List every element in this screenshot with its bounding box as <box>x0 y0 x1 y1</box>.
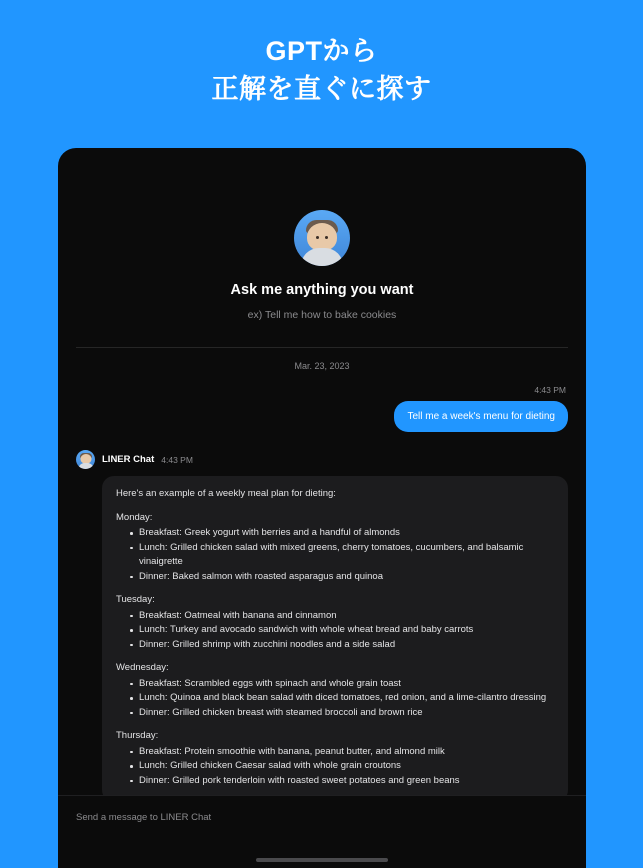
meal-day-block <box>116 729 554 788</box>
message-input[interactable]: Send a message to LINER Chat <box>76 812 212 823</box>
home-indicator <box>256 858 388 862</box>
device-mockup <box>58 148 586 868</box>
bot-message-header <box>76 450 568 469</box>
user-message <box>76 385 568 432</box>
meal-item: Dinner: Grilled chicken breast with steamed broccoli and brown rice <box>130 706 554 721</box>
meal-day-list <box>116 745 554 789</box>
chat-intro <box>58 148 586 321</box>
meal-day-block <box>116 511 554 585</box>
divider <box>58 347 586 348</box>
meal-item: Breakfast: Scrambled eggs with spinach and whole grain toast <box>130 677 554 692</box>
meal-item: Dinner: Grilled pork tenderloin with roasted sweet potatoes and green beans <box>130 774 554 789</box>
meal-day-block <box>116 661 554 720</box>
meal-item: Breakfast: Protein smoothie with banana, peanut butter, and almond milk <box>130 745 554 760</box>
meal-day-list <box>116 677 554 721</box>
meal-item: Lunch: Grilled chicken Caesar salad with whole grain croutons <box>130 759 554 774</box>
meal-item: Breakfast: Oatmeal with banana and cinnamon <box>130 609 554 624</box>
promo-line-2: 正解を直ぐに探す <box>211 74 432 104</box>
bot-name: LINER Chat <box>102 454 155 465</box>
user-message-bubble: Tell me a week's menu for dieting <box>394 401 568 432</box>
meal-item: Lunch: Quinoa and black bean salad with diced tomatoes, red onion, and a lime-cilantro dressing <box>130 691 554 706</box>
bot-message-timestamp: 4:43 PM <box>161 454 193 465</box>
chat-thread[interactable] <box>58 371 586 795</box>
intro-subtitle: ex) Tell me how to bake cookies <box>247 309 397 321</box>
bot-message <box>76 450 568 795</box>
meal-day-block <box>116 593 554 652</box>
meal-item: Dinner: Grilled shrimp with zucchini noodles and a side salad <box>130 638 554 653</box>
meal-day-label: Tuesday: <box>116 594 155 605</box>
promo-headline <box>0 0 643 108</box>
date-separator: Mar. 23, 2023 <box>294 361 350 371</box>
promo-line-1: GPTから <box>265 36 378 66</box>
bot-message-lead: Here's an example of a weekly meal plan for dieting: <box>116 488 336 499</box>
bot-avatar <box>76 450 95 469</box>
monkey-avatar-icon <box>294 210 350 266</box>
meal-item: Dinner: Baked salmon with roasted asparagus and quinoa <box>130 570 554 585</box>
meal-day-list <box>116 609 554 653</box>
meal-day-label: Wednesday: <box>116 662 169 673</box>
meal-item: Lunch: Turkey and avocado sandwich with whole wheat bread and baby carrots <box>130 623 554 638</box>
user-message-timestamp: 4:43 PM <box>534 385 566 395</box>
meal-item: Lunch: Grilled chicken salad with mixed greens, cherry tomatoes, cucumbers, and balsamic vinaigrette <box>130 541 554 570</box>
intro-title: Ask me anything you want <box>230 282 414 298</box>
meal-day-label: Monday: <box>116 511 153 523</box>
meal-day-label: Thursday: <box>116 730 159 741</box>
meal-item: Breakfast: Greek yogurt with berries and a handful of almonds <box>130 526 554 541</box>
meal-day-list <box>116 526 554 584</box>
bot-message-bubble <box>102 476 568 795</box>
